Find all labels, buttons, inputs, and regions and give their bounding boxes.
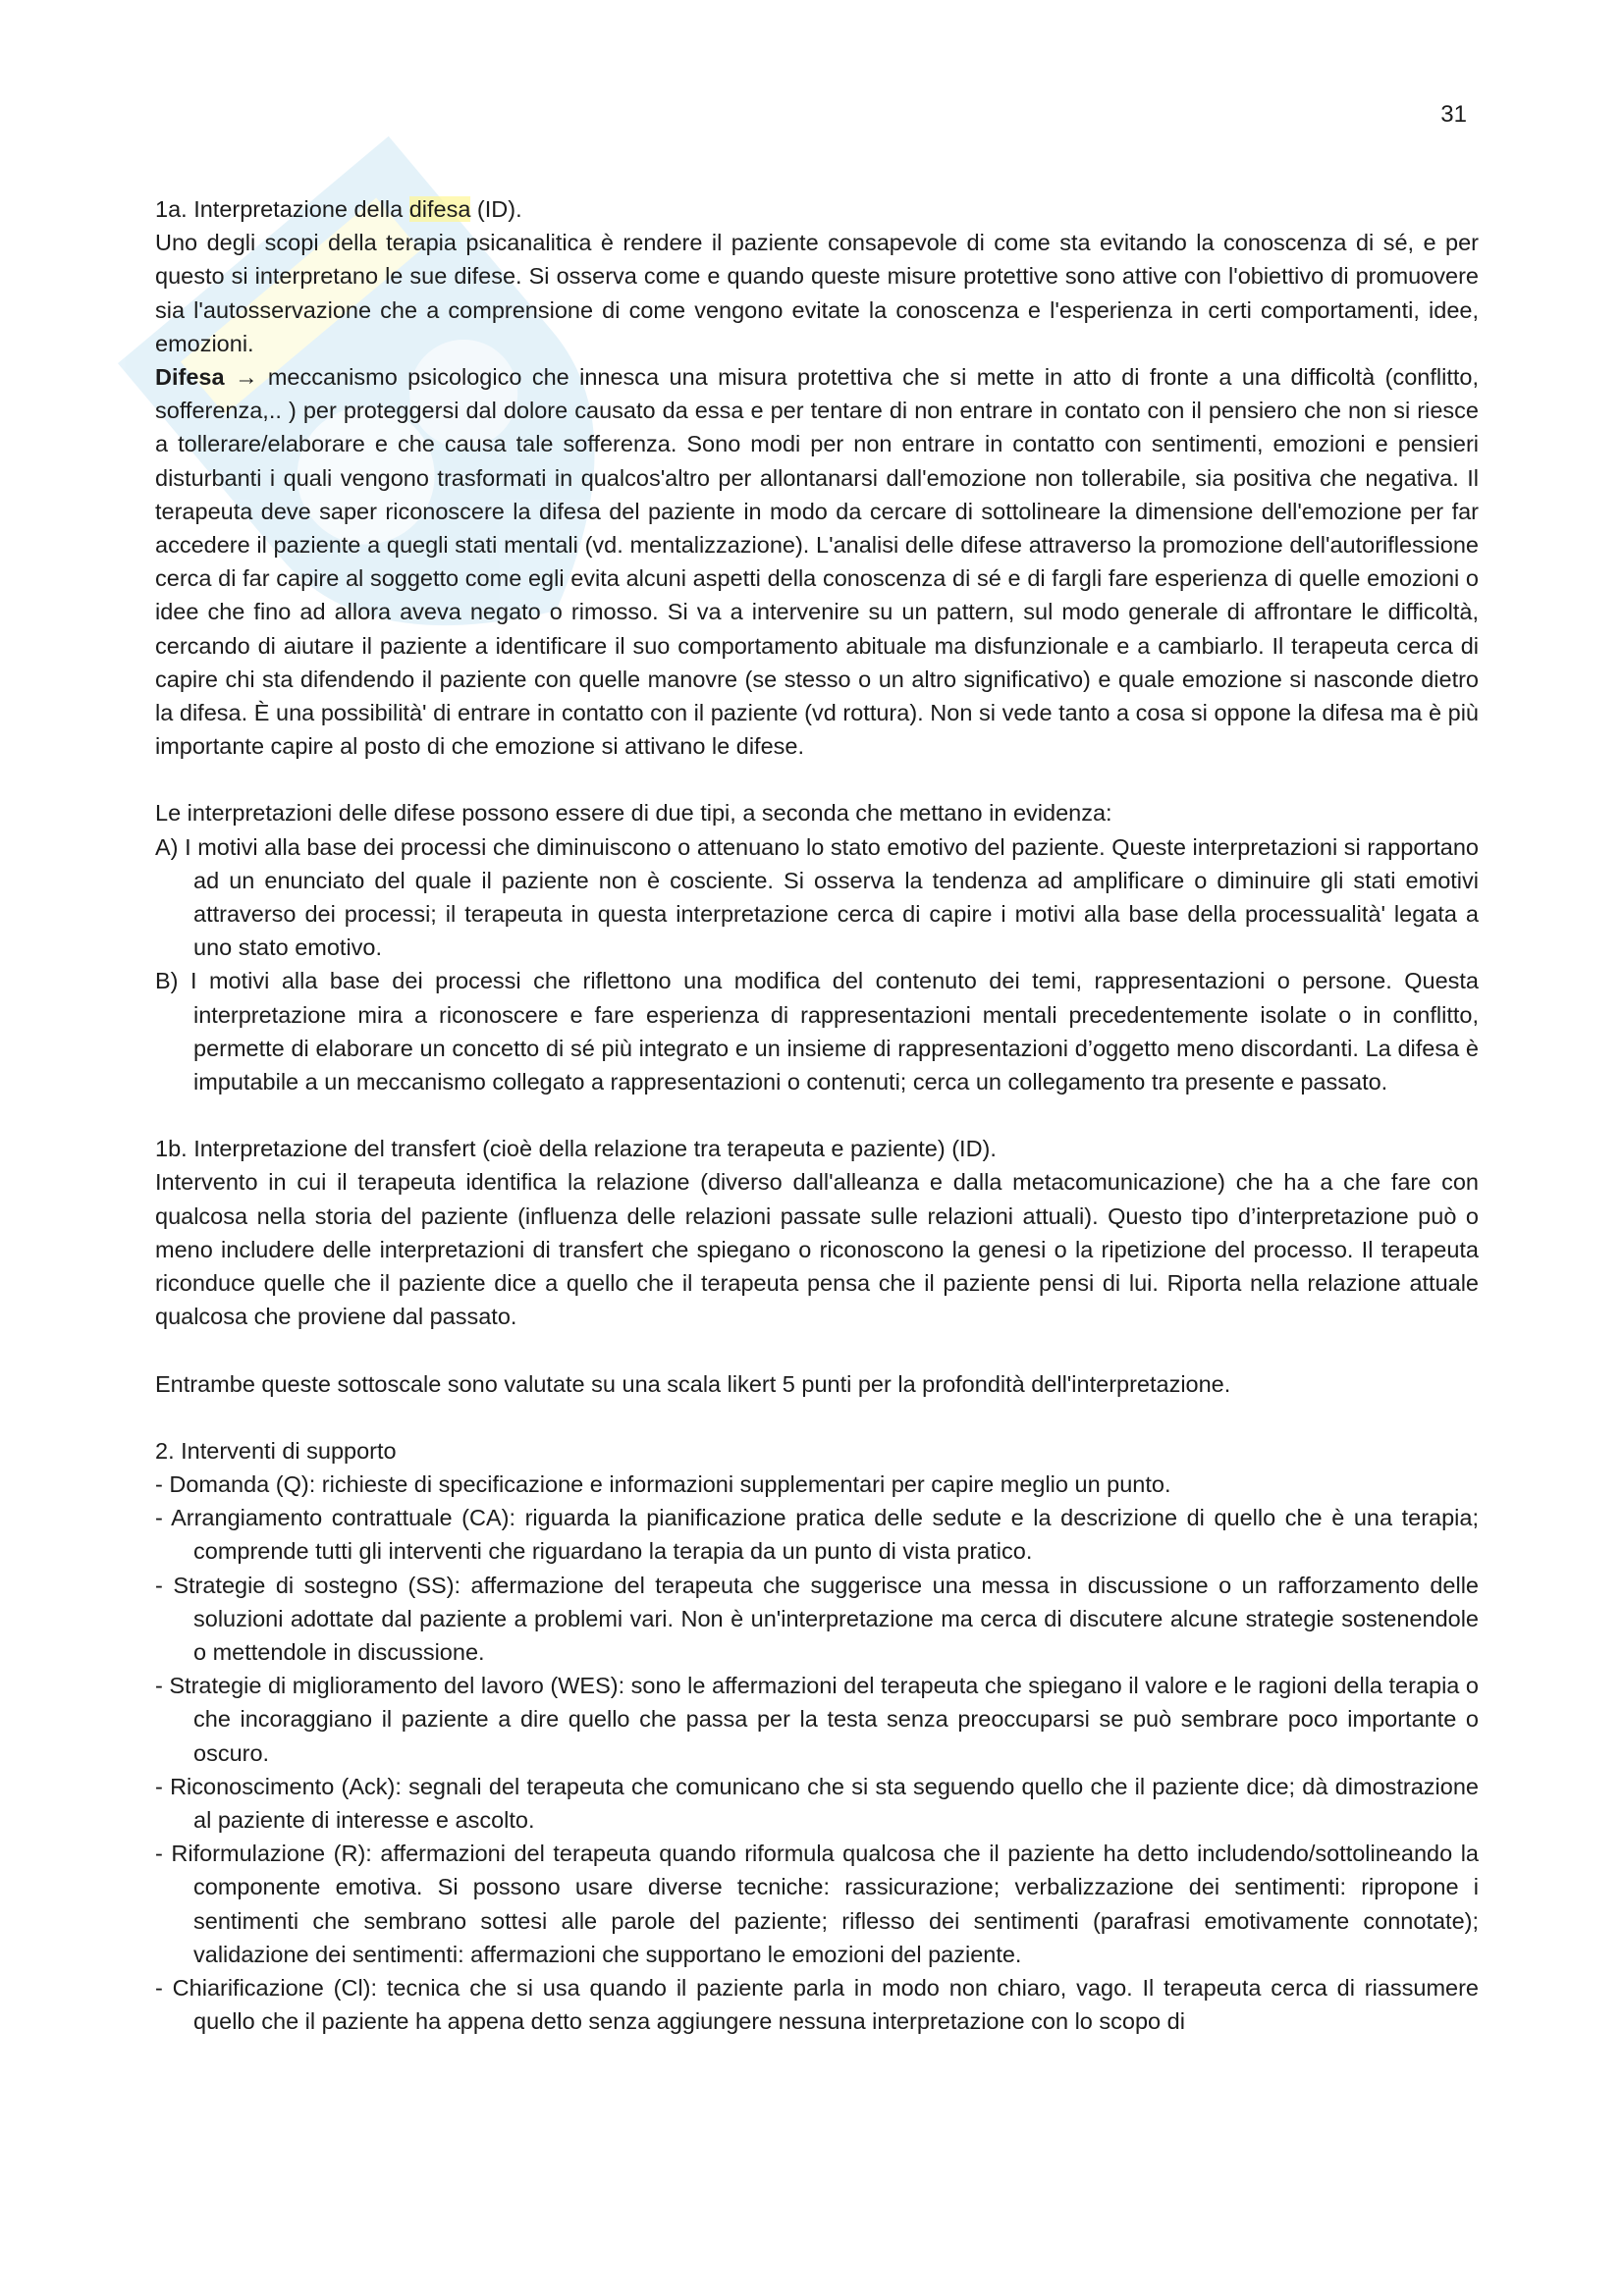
interpretation-item-b: B) I motivi alla base dei processi che riflettono una modifica del contenuto dei temi, rappresentazioni o persone. Questa interpretazione mira a riconoscere e fare esperienza di rappresentazioni mentali precedentemente isolate o in conflitto, permette di elaborare un concetto di sé più integrato e un insieme di rappresentazioni d’oggetto meno discordanti. La difesa è imputabile a un meccanismo collegato a rappresentazioni o contenuti; cerca un collegamento tra presente e passato. bbox=[155, 968, 1479, 1095]
section-1b-heading: 1b. Interpretazione del transfert (cioè della relazione tra terapeuta e paziente) (ID). bbox=[155, 1136, 997, 1162]
support-item-riconoscimento: - Riconoscimento (Ack): segnali del terapeuta che comunicano che si sta seguendo quello che il paziente dice; dà dimostrazione al paziente di interesse e ascolto. bbox=[155, 1773, 1479, 1833]
support-item-domanda: - Domanda (Q): richieste di specificazione e informazioni supplementari per capire meglio un punto. bbox=[155, 1470, 1171, 1497]
difesa-definition bbox=[155, 360, 1479, 763]
page-number: 31 bbox=[1440, 101, 1467, 128]
support-item-arrangiamento: - Arrangiamento contrattuale (CA): riguarda la pianificazione pratica delle sedute e la descrizione di quello che è una terapia; comprende tutti gli interventi che riguardano la terapia da un punto di vista pratico. bbox=[155, 1505, 1479, 1565]
section-1a-intro: Uno degli scopi della terapia psicanalitica è rendere il paziente consapevole di come sta evitando la conoscenza di sé, e per questo si interpretano le sue difese. Si osserva come e quando queste misure protettive sono attive con l'obiettivo di promuovere sia l'autosservazione che a comprensione di come vengono evitate la conoscenza e l'esperienza in certi comportamenti, idee, emozioni. bbox=[155, 230, 1479, 356]
section-1a-heading: 1a. Interpretazione della difesa (ID). bbox=[155, 196, 522, 222]
difesa-text: meccanismo psicologico che innesca una misura protettiva che si mette in atto di fronte a una difficoltà (conflitto, sofferenza,.. ) per proteggersi dal dolore causato da essa e per tentare di non entrare in contato con il pensiero che non si riesce a tollerare/elaborare e che causa tale sofferenza. Sono modi per non entrare in contatto con sentimenti, emozioni e pensieri disturbanti i quali vengono trasformati in qualcos'altro per allontanarsi dall'emozione non tollerabile, sia positiva che negativa. Il terapeuta deve saper riconoscere la difesa del paziente in modo da cercare di sottolineare la dimensione dell'emozione per far accedere il paziente a quegli stati mentali (vd. mentalizzazione). L'analisi delle difese attraverso la promozione dell'autoriflessione cerca di far capire al soggetto come egli evita alcuni aspetti della conoscenza di sé e di fargli fare esperienza di quelle emozioni o idee che fino ad allora aveva negato o rimosso. Si va a intervenire su un pattern, sul modo generale di affrontare le difficoltà, cercando di aiutare il paziente a identificare il suo comportamento abituale ma disfunzionale e a cambiarlo. Il terapeuta cerca di capire chi sta difendendo il paziente con quelle manovre (se stesso o un altro significativo) e quale emozione si nasconde dietro la difesa. È una possibilità' di entrare in contatto con il paziente (vd rottura). Non si vede tanto a cosa si oppone la difesa ma è più importante capire al posto di che emozione si attivano le difese. bbox=[155, 364, 1479, 760]
document-body bbox=[155, 192, 1479, 2038]
difesa-term: Difesa bbox=[155, 364, 225, 391]
highlighted-word: difesa bbox=[408, 196, 471, 222]
support-item-riformulazione: - Riformulazione (R): affermazioni del terapeuta quando riformula qualcosa che il paziente ha detto includendo/sottolineando la componente emotiva. Si possono usare diverse tecniche: rassicurazione; verbalizzazione dei sentimenti: ripropone i sentimenti che sembrano sottesi alle parole del paziente; riflesso dei sentimenti (parafrasi emotivamente connotate); validazione dei sentimenti: affermazioni che supportano le emozioni del paziente. bbox=[155, 1841, 1479, 1967]
interpretations-intro: Le interpretazioni delle difese possono essere di due tipi, a seconda che mettano in evidenza: bbox=[155, 800, 1112, 827]
section-2-heading: 2. Interventi di supporto bbox=[155, 1437, 397, 1464]
arrow-icon: → bbox=[234, 364, 258, 391]
likert-note: Entrambe queste sottoscale sono valutate su una scala likert 5 punti per la profondità dell'interpretazione. bbox=[155, 1370, 1231, 1397]
support-item-strategie-miglioramento: - Strategie di miglioramento del lavoro (WES): sono le affermazioni del terapeuta che spiegano il valore e le ragioni della terapia o che incoraggiano il paziente a dire quello che passa per la testa senza preoccuparsi se può sembrare poco importante o oscuro. bbox=[155, 1673, 1479, 1766]
support-item-strategie-sostegno: - Strategie di sostegno (SS): affermazione del terapeuta che suggerisce una messa in discussione o un rafforzamento delle soluzioni adottate dal paziente a problemi vari. Non è un'interpretazione ma cerca di discutere alcune strategie sostenendole o mettendole in discussione. bbox=[155, 1572, 1479, 1665]
section-1b-text: Intervento in cui il terapeuta identifica la relazione (diverso dall'alleanza e dalla metacomunicazione) che ha a che fare con qualcosa nella storia del paziente (influenza delle relazioni passate sulle relazioni attuali). Questo tipo d’interpretazione può o meno includere delle interpretazioni di transfert che spiegano o riconoscono la genesi o la ripetizione del processo. Il terapeuta riconduce quelle che il paziente dice a quello che il terapeuta pensa che il paziente pensi di lui. Riporta nella relazione attuale qualcosa che proviene dal passato. bbox=[155, 1169, 1479, 1330]
support-item-chiarificazione: - Chiarificazione (Cl): tecnica che si usa quando il paziente parla in modo non chiaro, vago. Il terapeuta cerca di riassumere quello che il paziente ha appena detto senza aggiungere nessuna interpretazione con lo scopo di bbox=[155, 1974, 1479, 2035]
interpretation-item-a: A) I motivi alla base dei processi che diminuiscono o attenuano lo stato emotivo del paziente. Queste interpretazioni si rapportano ad un enunciato del quale il paziente non è cosciente. Si osserva la tendenza ad amplificare o diminuire gli stati emotivi attraverso dei processi; il terapeuta in questa interpretazione cerca di capire i motivi alla base della processualità' legata a uno stato emotivo. bbox=[155, 833, 1479, 961]
